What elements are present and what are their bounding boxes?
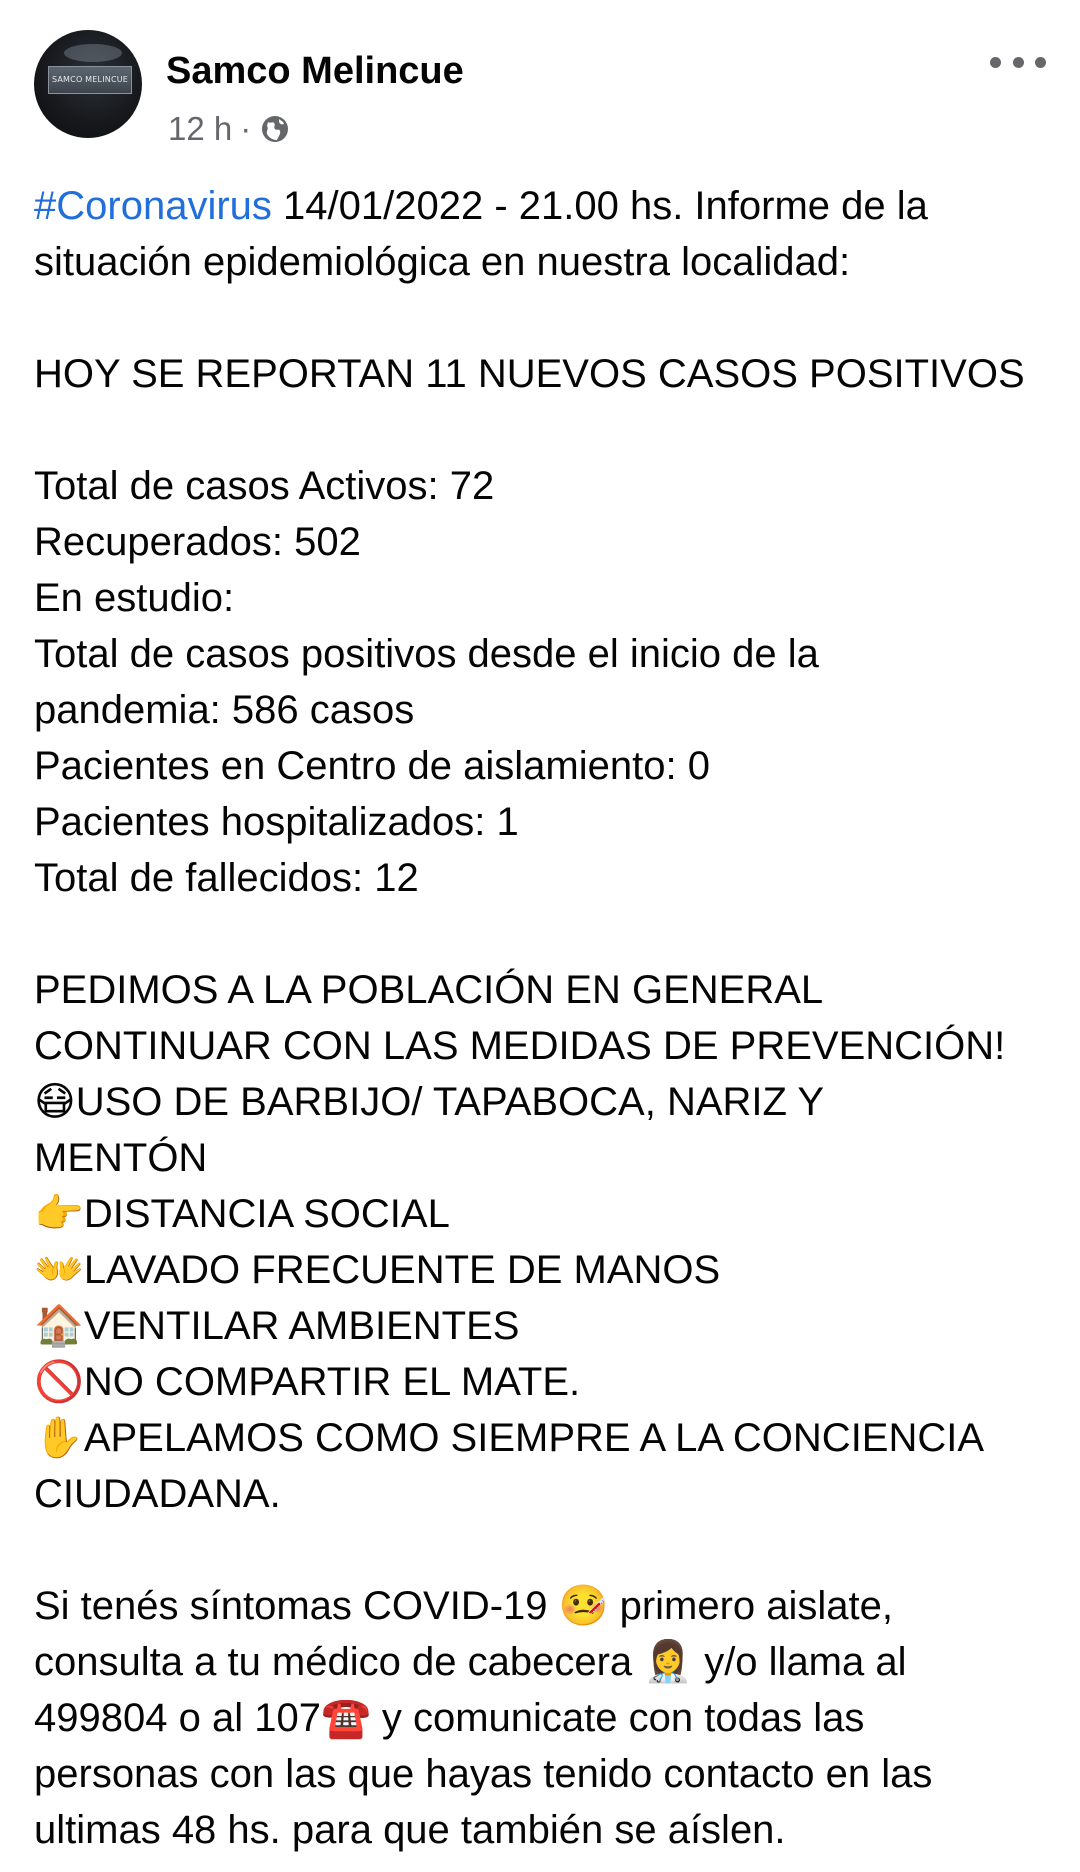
more-dot bbox=[990, 57, 1001, 68]
measure-text: USO DE BARBIJO/ TAPABOCA, NARIZ Y bbox=[75, 1080, 825, 1124]
stat-under-study: En estudio: bbox=[34, 576, 235, 620]
stat-isolation-center: Pacientes en Centro de aislamiento: 0 bbox=[34, 744, 710, 788]
post-meta bbox=[168, 110, 291, 148]
closing-text: Si tenés síntomas COVID-19 bbox=[34, 1584, 559, 1628]
intro-line-2: situación epidemiológica en nuestra localidad: bbox=[34, 240, 851, 284]
mask-face-icon: 😷 bbox=[34, 1079, 76, 1125]
more-options-icon[interactable] bbox=[990, 50, 1046, 74]
stat-hospitalized: Pacientes hospitalizados: 1 bbox=[34, 800, 519, 844]
post-header bbox=[34, 30, 1046, 147]
hashtag-link[interactable]: #Coronavirus bbox=[34, 184, 272, 228]
closing-line-1 bbox=[34, 1578, 1044, 1634]
house-icon: 🏠 bbox=[34, 1303, 84, 1349]
closing-text: y comunicate con todas las bbox=[370, 1696, 865, 1740]
spacer bbox=[34, 1522, 1044, 1578]
measure-conscience bbox=[34, 1410, 1044, 1466]
raised-hand-icon: ✋ bbox=[34, 1415, 84, 1461]
post-text bbox=[34, 178, 1044, 1858]
measure-handwash bbox=[34, 1242, 1044, 1298]
avatar-sign: SAMCO MELINCUE bbox=[48, 66, 132, 94]
telephone-icon: ☎️ bbox=[320, 1695, 371, 1741]
globe-icon[interactable] bbox=[259, 113, 291, 145]
spacer bbox=[34, 290, 1044, 346]
measure-text: DISTANCIA SOCIAL bbox=[83, 1192, 450, 1236]
closing-text: 499804 o al 107 bbox=[34, 1696, 321, 1740]
closing-line-5: ultimas 48 hs. para que también se aíslen. bbox=[34, 1808, 786, 1852]
measure-distance bbox=[34, 1186, 1044, 1242]
appeal-line-1: PEDIMOS A LA POBLACIÓN EN GENERAL bbox=[34, 968, 824, 1012]
closing-text: y/o llama al bbox=[693, 1640, 907, 1684]
spacer bbox=[34, 402, 1044, 458]
measure-conscience-cont: CIUDADANA. bbox=[34, 1472, 281, 1516]
measure-text: NO COMPARTIR EL MATE. bbox=[83, 1360, 581, 1404]
spacer bbox=[34, 906, 1044, 962]
intro-text: 14/01/2022 - 21.00 hs. Informe de la bbox=[271, 184, 928, 228]
appeal-line-2: CONTINUAR CON LAS MEDIDAS DE PREVENCIÓN! bbox=[34, 1024, 1006, 1068]
closing-line-4: personas con las que hayas tenido contacto en las bbox=[34, 1752, 933, 1796]
stat-recovered: Recuperados: 502 bbox=[34, 520, 361, 564]
page-name-link[interactable]: Samco Melincue bbox=[166, 50, 464, 92]
stat-total-line-2: pandemia: 586 casos bbox=[34, 688, 415, 732]
measure-text: APELAMOS COMO SIEMPRE A LA CONCIENCIA bbox=[83, 1416, 985, 1460]
measure-ventilate bbox=[34, 1298, 1044, 1354]
open-hands-icon: 👐 bbox=[34, 1247, 84, 1293]
stat-active: Total de casos Activos: 72 bbox=[34, 464, 495, 508]
measure-text: LAVADO FRECUENTE DE MANOS bbox=[83, 1248, 721, 1292]
measure-mate bbox=[34, 1354, 1044, 1410]
more-dot bbox=[1035, 57, 1046, 68]
measure-text: VENTILAR AMBIENTES bbox=[83, 1304, 520, 1348]
measure-mask-cont: MENTÓN bbox=[34, 1136, 208, 1180]
sick-face-icon: 🤒 bbox=[558, 1583, 609, 1629]
intro-line-1 bbox=[34, 178, 1044, 234]
avatar-light bbox=[64, 44, 122, 62]
pointing-hand-icon: 👉 bbox=[34, 1191, 84, 1237]
stat-total-line-1: Total de casos positivos desde el inicio de la bbox=[34, 632, 819, 676]
stat-deceased: Total de fallecidos: 12 bbox=[34, 856, 419, 900]
prohibited-icon: 🚫 bbox=[34, 1359, 84, 1405]
closing-text: primero aislate, bbox=[608, 1584, 894, 1628]
doctor-icon: 👩‍⚕️ bbox=[643, 1639, 694, 1685]
more-dot bbox=[1013, 57, 1024, 68]
closing-line-2 bbox=[34, 1634, 1044, 1690]
post-timestamp[interactable]: 12 h bbox=[168, 110, 233, 147]
page-avatar[interactable] bbox=[34, 30, 142, 138]
measure-mask bbox=[34, 1074, 1044, 1130]
closing-line-3 bbox=[34, 1690, 1044, 1746]
closing-text: consulta a tu médico de cabecera bbox=[34, 1640, 644, 1684]
meta-separator: · bbox=[240, 110, 252, 147]
headline: HOY SE REPORTAN 11 NUEVOS CASOS POSITIVOS bbox=[34, 352, 1025, 396]
